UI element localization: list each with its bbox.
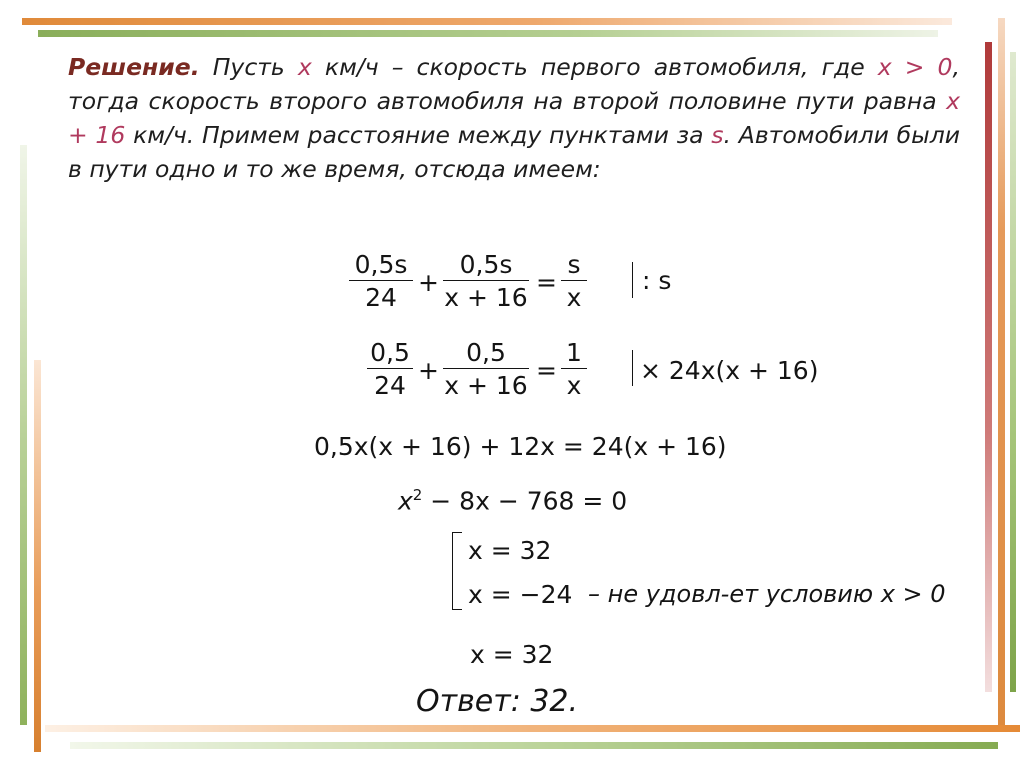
eq1-f2-numerator: 0,5s: [459, 250, 513, 279]
eq1-fraction-3: [560, 252, 588, 310]
intro-var-x: x: [297, 53, 312, 81]
eq2-fraction-1: [366, 340, 414, 398]
eq1-f3-denominator: x: [566, 283, 582, 312]
intro-text-2: км/ч – скорость первого автомобиля, где: [311, 53, 878, 81]
eq2-action-bar: [632, 350, 633, 386]
eq1-action-bar: [632, 262, 633, 298]
intro-var-condition: x > 0: [877, 53, 953, 81]
system-bracket: [452, 532, 462, 610]
eq2-f2-denominator: x + 16: [444, 371, 528, 400]
eq1-plus: +: [418, 268, 439, 297]
intro-text-5: . Автомобили были в пути одно и то же время, отсюда имеем:: [68, 121, 960, 183]
eq1-equals: =: [536, 268, 557, 297]
eq2-fraction-2: [442, 340, 530, 398]
eq2-action: × 24x(x + 16): [640, 356, 819, 385]
eq2-f2-numerator: 0,5: [466, 338, 506, 367]
eq1-f2-denominator: x + 16: [444, 283, 528, 312]
system-root-2-note: – не удовл-ет условию x > 0: [588, 580, 946, 608]
eq1-action: : s: [642, 266, 672, 295]
frame-bar-bottom-green: [70, 742, 998, 749]
frame-bar-bottom-orange: [45, 725, 1020, 732]
eq2-plus: +: [418, 356, 439, 385]
eq1-fraction-1: [348, 252, 414, 310]
eq2-fraction-3: [560, 340, 588, 398]
system-root-2: x = −24: [468, 580, 573, 609]
equation-3: 0,5x(x + 16) + 12x = 24(x + 16): [314, 432, 727, 461]
frame-bar-top-green: [38, 30, 938, 37]
intro-text-1: Пусть: [199, 53, 298, 81]
frame-bar-right-green: [1010, 52, 1016, 692]
eq4-variable: x: [398, 486, 413, 516]
eq4-exponent: 2: [412, 486, 423, 504]
intro-var-speed2: x + 16: [68, 87, 960, 149]
frame-bar-right-red: [985, 42, 992, 692]
solution-label: Решение.: [68, 53, 200, 81]
eq2-f3-denominator: x: [566, 371, 582, 400]
intro-var-s: s: [711, 121, 724, 149]
frame-bar-top-orange: [22, 18, 952, 25]
solution-paragraph: [68, 50, 960, 186]
eq2-f3-numerator: 1: [566, 338, 582, 367]
final-root: x = 32: [470, 640, 554, 669]
intro-text-4: км/ч. Примем расстояние между пунктами за: [125, 121, 712, 149]
frame-bar-left-green: [20, 145, 27, 725]
intro-text-3: , тогда скорость второго автомобиля на второй половине пути равна: [68, 53, 960, 115]
eq1-f3-numerator: s: [567, 250, 581, 279]
eq2-equals: =: [536, 356, 557, 385]
eq1-fraction-2: [442, 252, 530, 310]
eq2-f1-denominator: 24: [374, 371, 406, 400]
frame-bar-left-orange: [34, 360, 41, 752]
equation-4: [398, 486, 628, 516]
eq1-f1-numerator: 0,5s: [354, 250, 408, 279]
eq4-rest: − 8x − 768 = 0: [422, 486, 628, 516]
eq2-f1-numerator: 0,5: [370, 338, 410, 367]
answer-line: Ответ: 32.: [416, 684, 579, 719]
frame-bar-right-orange: [998, 18, 1005, 730]
system-root-1: x = 32: [468, 536, 552, 565]
eq1-f1-denominator: 24: [365, 283, 397, 312]
